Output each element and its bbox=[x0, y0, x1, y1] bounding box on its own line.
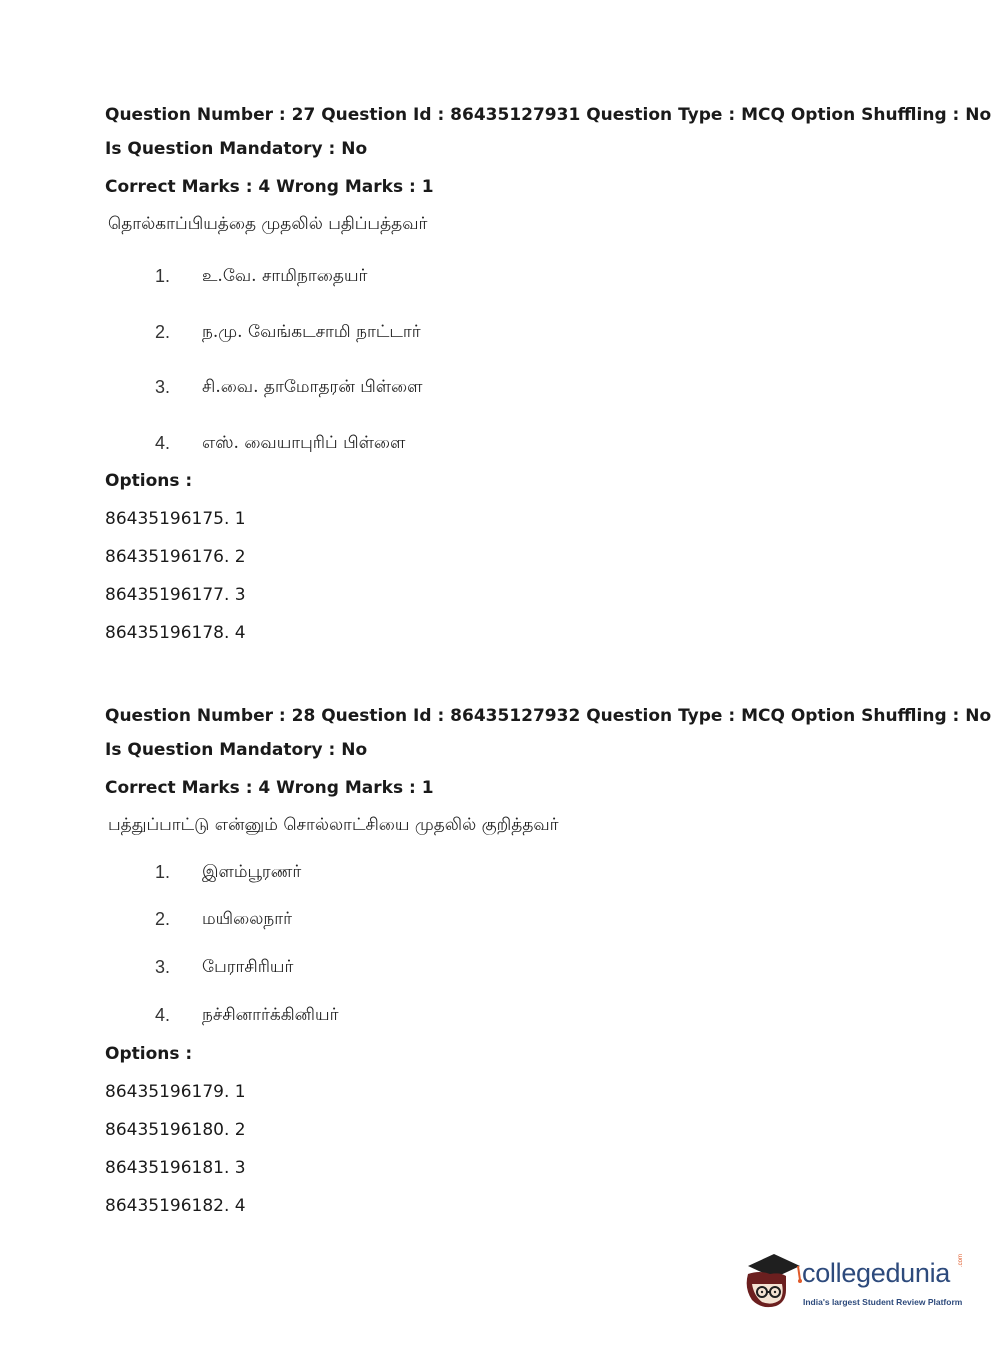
choice-number: 1. bbox=[155, 266, 171, 286]
option-id: 86435196176. 2 bbox=[105, 547, 246, 567]
choice-text: ந.மு. வேங்கடசாமி நாட்டார் bbox=[202, 322, 421, 342]
question-marks: Correct Marks : 4 Wrong Marks : 1 bbox=[105, 778, 434, 798]
logo-wordmark: collegedunia bbox=[802, 1258, 951, 1288]
option-id: 86435196182. 4 bbox=[105, 1196, 246, 1216]
choice-text: நச்சினார்க்கினியர் bbox=[202, 1005, 339, 1025]
option-id: 86435196177. 3 bbox=[105, 585, 246, 605]
choice-number: 2. bbox=[155, 909, 171, 929]
question-stem: பத்துப்பாட்டு என்னும் சொல்லாட்சியை முதலில் குறித்தவர் bbox=[108, 815, 559, 835]
option-id: 86435196179. 1 bbox=[105, 1082, 246, 1102]
choice-text: உ.வே. சாமிநாதையர் bbox=[202, 266, 368, 286]
collegedunia-logo bbox=[740, 1250, 970, 1315]
choice-number: 3. bbox=[155, 957, 171, 977]
question-mandatory: Is Question Mandatory : No bbox=[105, 139, 368, 159]
logo-suffix: .com bbox=[958, 1253, 964, 1267]
choice-number: 4. bbox=[155, 1005, 171, 1025]
choice-number: 2. bbox=[155, 322, 171, 342]
mascot-icon bbox=[740, 1250, 802, 1312]
logo-tagline: India's largest Student Review Platform bbox=[803, 1297, 963, 1307]
option-id: 86435196181. 3 bbox=[105, 1158, 246, 1178]
choice-text: சி.வை. தாமோதரன் பிள்ளை bbox=[202, 377, 423, 397]
option-id: 86435196180. 2 bbox=[105, 1120, 246, 1140]
option-id: 86435196178. 4 bbox=[105, 623, 246, 643]
choice-number: 4. bbox=[155, 433, 171, 453]
question-stem: தொல்காப்பியத்தை முதலில் பதிப்பத்தவர் bbox=[108, 214, 428, 234]
choice-number: 1. bbox=[155, 862, 171, 882]
choice-text: பேராசிரியர் bbox=[202, 957, 294, 977]
choice-text: எஸ். வையாபுரிப் பிள்ளை bbox=[202, 433, 406, 453]
question-header: Question Number : 28 Question Id : 86435127932 Question Type : MCQ Option Shuffling : No bbox=[105, 706, 992, 726]
choice-text: மயிலைநார் bbox=[202, 909, 292, 929]
options-label: Options : bbox=[105, 471, 193, 491]
options-label: Options : bbox=[105, 1044, 193, 1064]
choice-text: இளம்பூரணர் bbox=[202, 862, 302, 882]
question-header: Question Number : 27 Question Id : 86435127931 Question Type : MCQ Option Shuffling : No bbox=[105, 105, 992, 125]
question-mandatory: Is Question Mandatory : No bbox=[105, 740, 368, 760]
choice-number: 3. bbox=[155, 377, 171, 397]
option-id: 86435196175. 1 bbox=[105, 509, 246, 529]
question-marks: Correct Marks : 4 Wrong Marks : 1 bbox=[105, 177, 434, 197]
